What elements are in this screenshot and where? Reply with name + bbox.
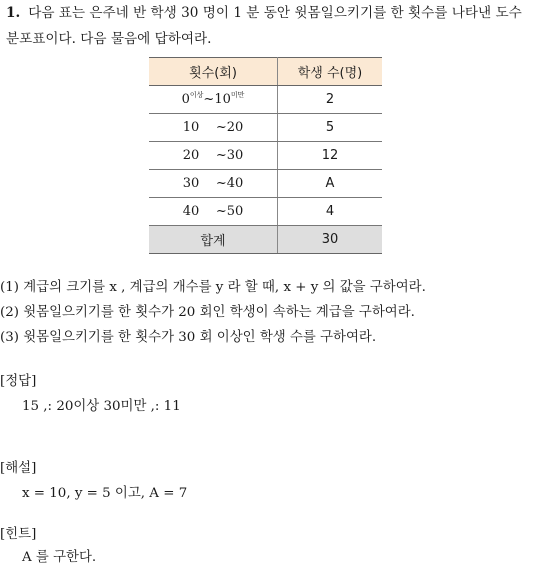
total-count: 30 [278,226,383,254]
table-header-row [149,58,382,86]
hint-label: [힌트] [0,527,37,542]
explanation-label: [해설] [0,461,37,476]
question-body: 다음 표는 은주네 반 학생 30 명이 1 분 동안 윗몸일으키기를 한 횟수를 나타낸 도수분포표이다. 다음 물음에 답하여라. [6,5,522,47]
answer-label: [정답] [0,374,37,389]
subquestion-3: (3) 윗몸일으키기를 한 횟수가 30 회 이상인 학생 수를 구하여라. [0,330,377,345]
count-cell: A [278,170,383,198]
range-cell: $0^{이상}\sim 10^{미만}$ [149,86,278,114]
count-cell: 5 [278,114,383,142]
count-cell: 2 [278,86,383,114]
table-row [149,170,382,198]
range-cell: 10 ~20 [149,114,278,142]
range-cell: 20 ~30 [149,142,278,170]
table-row [149,198,382,226]
answer-text: 15 ,: 20이상 30미만 ,: 11 [22,399,181,414]
subquestion-1: (1) 계급의 크기를 x , 계급의 개수를 y 라 할 때, x + y 의 값을 구하여라. [0,280,426,295]
explanation-text: x = 10, y = 5 이고, A = 7 [22,486,188,501]
count-cell: 12 [278,142,383,170]
hint-text: A 를 구한다. [22,550,97,565]
range-cell: 40 ~50 [149,198,278,226]
table-row [149,86,382,114]
header-range: 횟수(회) [149,58,278,86]
total-label: 합계 [149,226,278,254]
total-row [149,226,382,254]
count-cell: 4 [278,198,383,226]
subquestion-2: (2) 윗몸일으키기를 한 횟수가 20 회인 학생이 속하는 계급을 구하여라. [0,305,415,320]
table-row [149,142,382,170]
frequency-table [149,57,382,254]
question-text [6,0,530,52]
question-number: 1. [6,5,21,21]
table-row [149,114,382,142]
range-cell: 30 ~40 [149,170,278,198]
header-count: 학생 수(명) [278,58,383,86]
